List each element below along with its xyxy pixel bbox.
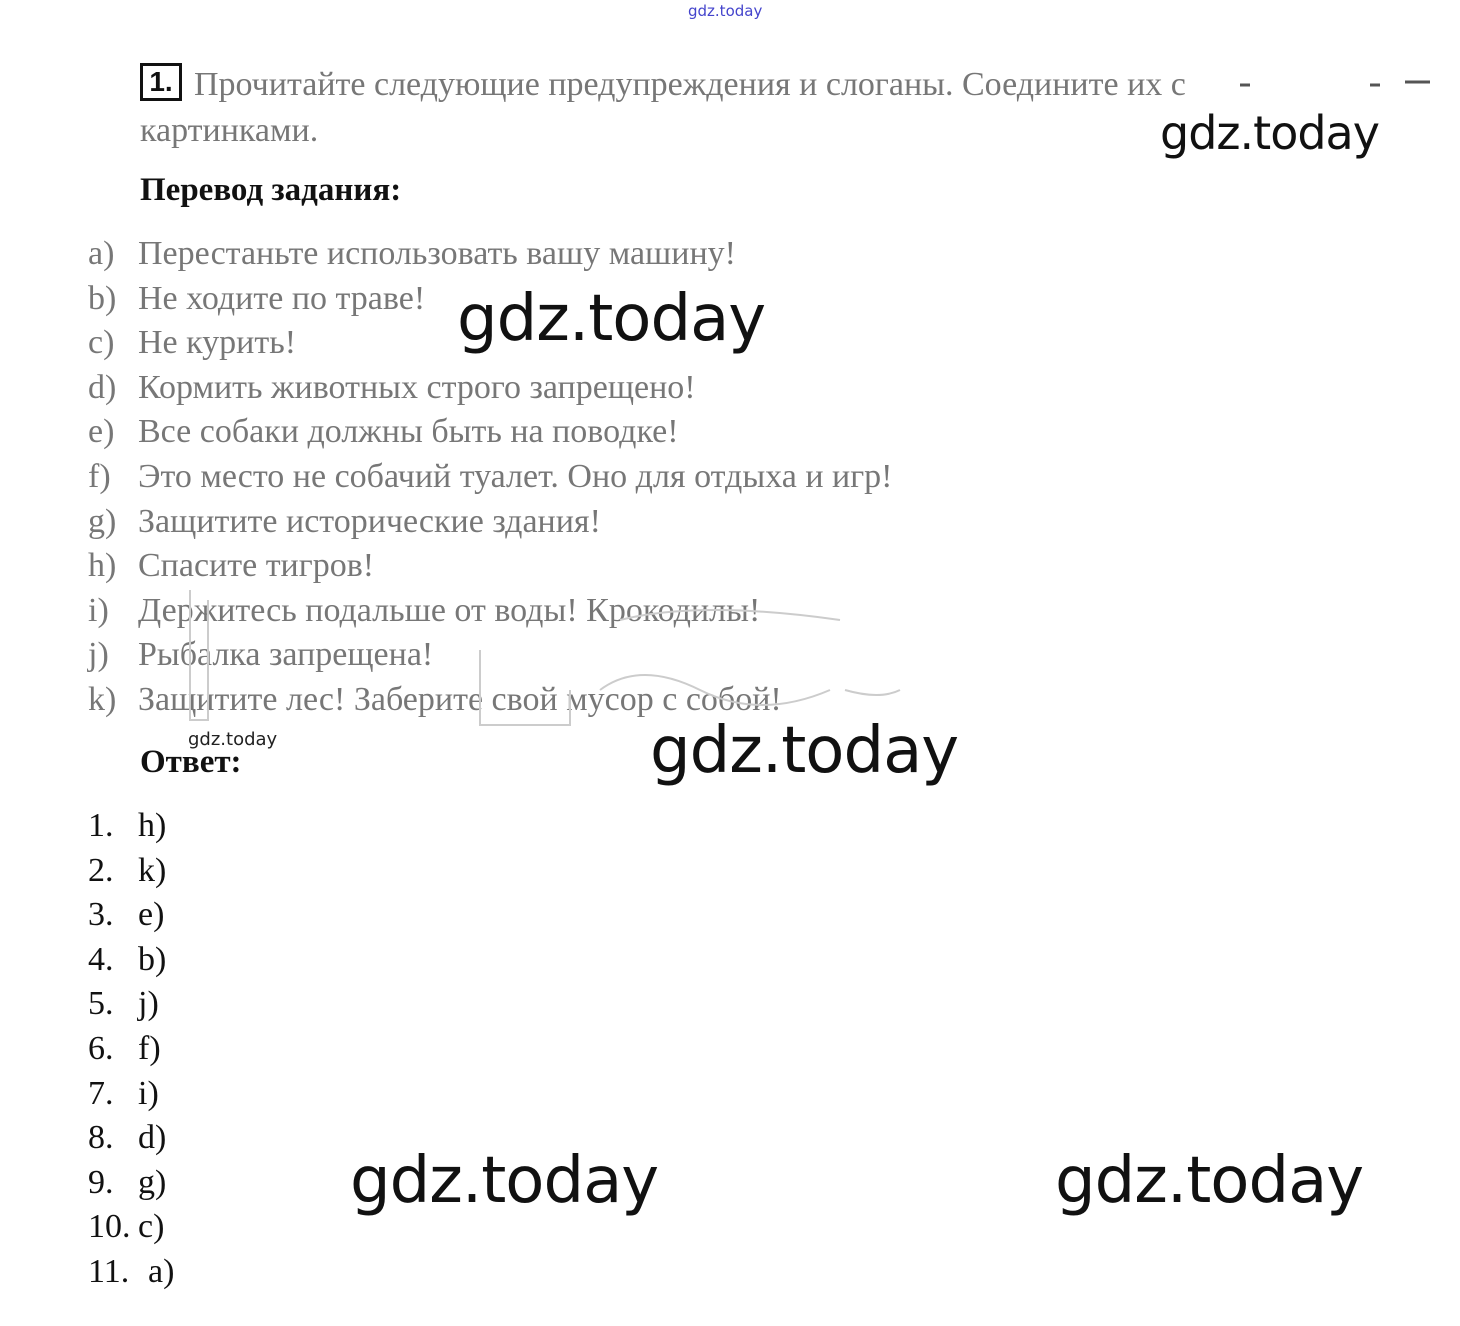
answer-number: 6. [88, 1029, 114, 1067]
watermark-bottom-left: gdz.today [350, 1144, 659, 1218]
item-marker: a) [88, 235, 115, 272]
answer-number: 5. [88, 985, 114, 1023]
list-item [88, 1205, 174, 1250]
watermark-middle-small: gdz.today [188, 729, 278, 750]
answer-number: 1. [88, 807, 114, 844]
answer-value: k) [138, 851, 167, 889]
item-text: Не ходите по траве! [138, 279, 426, 317]
answer-value: i) [138, 1074, 159, 1112]
list-item [88, 849, 174, 894]
answer-value: h) [138, 807, 167, 844]
item-marker: i) [88, 591, 109, 629]
list-item [88, 1250, 174, 1295]
list-item [88, 544, 892, 589]
item-text: Рыбалка запрещена! [138, 636, 434, 674]
answer-value: c) [138, 1208, 165, 1246]
answer-number: 7. [88, 1074, 114, 1112]
answer-value: j) [138, 985, 159, 1023]
item-marker: c) [88, 324, 115, 362]
answer-number: 11. [88, 1252, 130, 1290]
item-text: Защитите лес! Заберите свой мусор с собой! [138, 680, 782, 718]
item-marker: h) [88, 547, 117, 585]
task-instruction: Прочитайте следующие предупреждения и слоганы. Соедините их с картинками. [140, 66, 1186, 149]
item-marker: g) [88, 502, 117, 540]
list-item [88, 410, 892, 455]
item-text: Спасите тигров! [138, 547, 375, 585]
answer-value: d) [138, 1119, 167, 1157]
list-item [88, 982, 174, 1027]
answer-number: 10. [88, 1208, 131, 1246]
list-item [88, 804, 174, 849]
list-item [88, 232, 892, 277]
item-text: Кормить животных строго запрещено! [138, 368, 696, 406]
item-text: Защитите исторические здания! [138, 502, 601, 540]
item-marker: j) [88, 636, 109, 674]
list-item [88, 938, 174, 983]
answer-value: f) [138, 1029, 161, 1067]
list-item [88, 1161, 174, 1206]
item-marker: e) [88, 413, 115, 451]
task-number-box: 1. [140, 63, 182, 101]
item-marker: b) [88, 279, 117, 317]
answer-list [88, 804, 174, 1295]
item-text: Это место не собачий туалет. Оно для отдыха и игр! [138, 457, 893, 495]
item-marker: d) [88, 368, 117, 406]
list-item [88, 366, 892, 411]
item-text: Держитесь подальше от воды! Крокодилы! [138, 591, 761, 629]
list-item [88, 893, 174, 938]
list-item [88, 1027, 174, 1072]
item-text: Не курить! [138, 324, 297, 362]
list-item [88, 633, 892, 678]
list-item [88, 1072, 174, 1117]
watermark-bottom-right: gdz.today [1055, 1144, 1364, 1218]
answer-number: 3. [88, 896, 114, 934]
answer-number: 2. [88, 851, 114, 889]
answer-number: 8. [88, 1119, 114, 1157]
answer-value: e) [138, 896, 165, 934]
watermark-top-tiny: gdz.today [688, 2, 763, 20]
watermark-top-right: gdz.today [1160, 106, 1379, 160]
list-item [88, 589, 892, 634]
watermark-middle-lower: gdz.today [650, 714, 959, 788]
answer-heading: Ответ: [140, 744, 242, 780]
list-item [88, 500, 892, 545]
item-marker: k) [88, 680, 117, 718]
answer-value: b) [138, 940, 167, 978]
item-marker: f) [88, 457, 111, 495]
answer-number: 9. [88, 1163, 114, 1201]
item-text: Перестаньте использовать вашу машину! [138, 235, 736, 272]
answer-value: g) [138, 1163, 167, 1201]
item-text: Все собаки должны быть на поводке! [138, 413, 679, 451]
watermark-middle-upper: gdz.today [457, 282, 766, 356]
list-item [88, 455, 892, 500]
answer-number: 4. [88, 940, 114, 978]
answer-value: a) [148, 1252, 175, 1290]
translation-heading: Перевод задания: [140, 172, 402, 208]
list-item [88, 1116, 174, 1161]
